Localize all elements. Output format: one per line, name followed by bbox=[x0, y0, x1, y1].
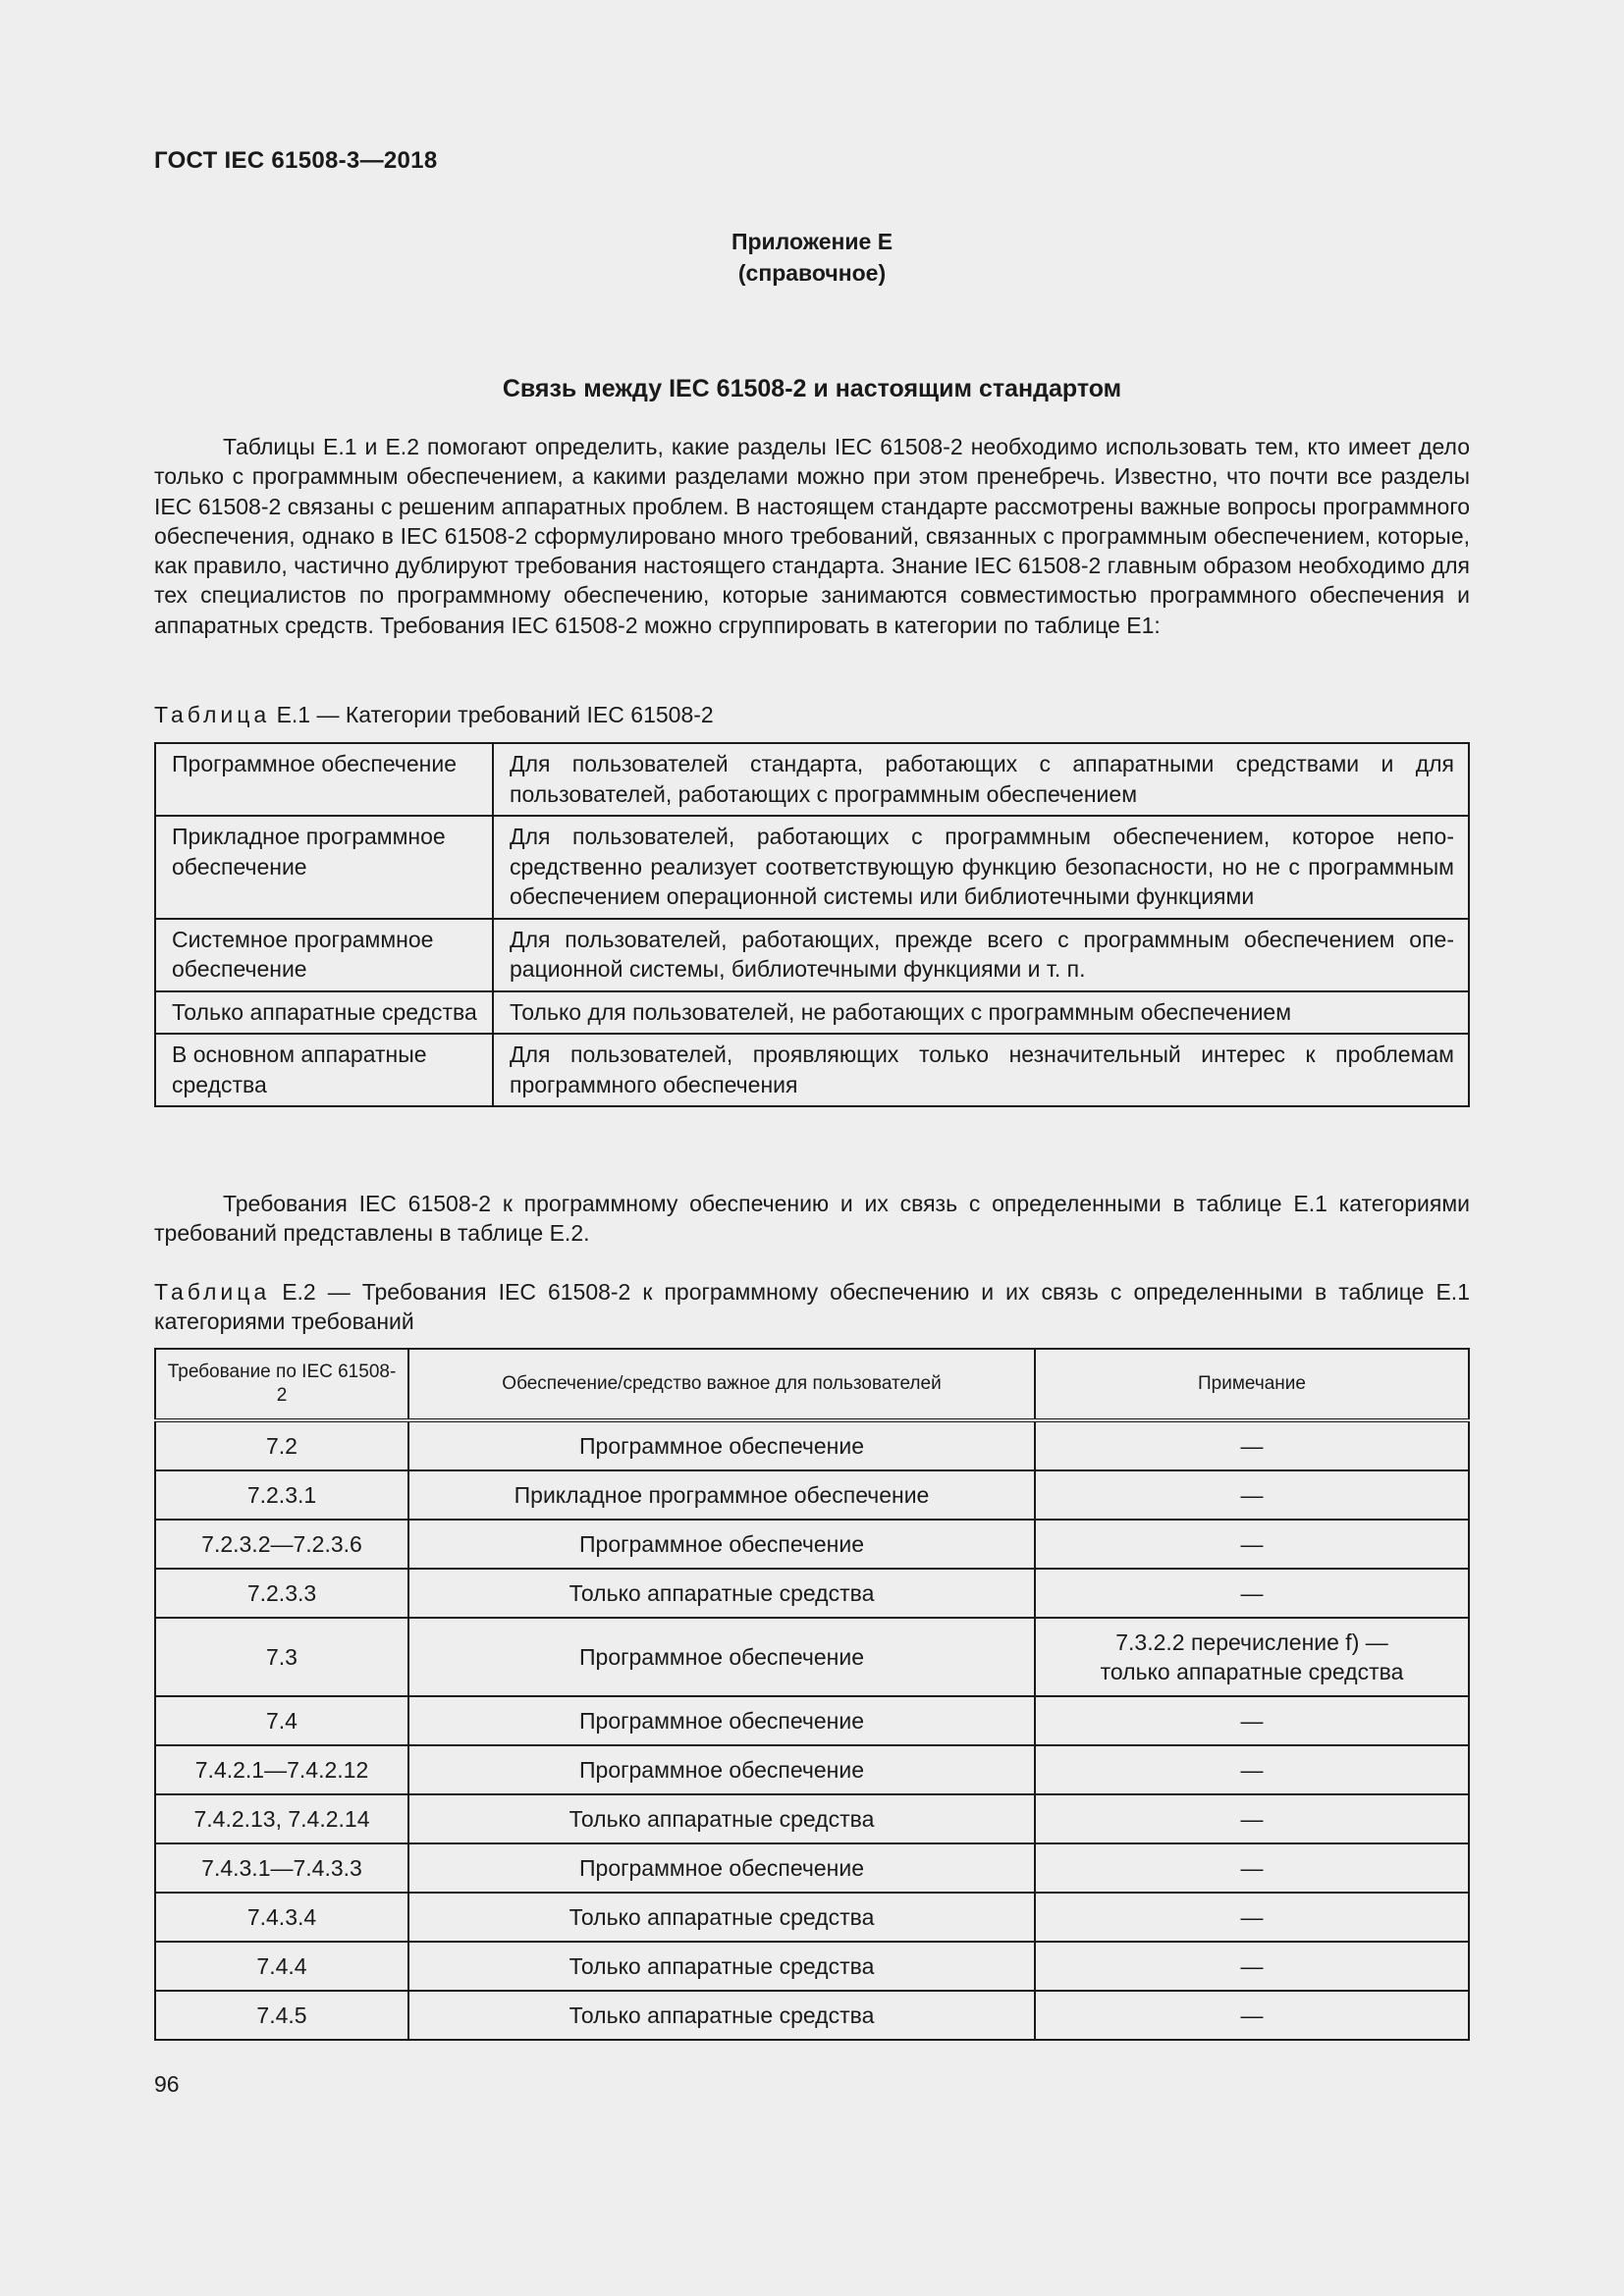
column-header-requirement: Требование по IEC 61508-2 bbox=[155, 1349, 408, 1420]
requirement-cell: 7.4.2.1—7.4.2.12 bbox=[155, 1745, 408, 1794]
note-cell: — bbox=[1035, 1843, 1469, 1893]
table-row bbox=[155, 1420, 1469, 1470]
note-cell: — bbox=[1035, 1696, 1469, 1745]
category-cell: Прикладное программное обеспечение bbox=[408, 1470, 1035, 1520]
category-cell: Только аппаратные средства bbox=[155, 991, 493, 1035]
note-line: 7.3.2.2 перечисление f) — bbox=[1115, 1629, 1388, 1655]
category-cell: Программное обеспечение bbox=[408, 1843, 1035, 1893]
table-row bbox=[155, 1893, 1469, 1942]
intro-paragraph: Таблицы E.1 и E.2 помогают определить, какие разделы IEC 61508-2 необходимо использовать тем, кто имеет дело только с программным обеспечением, а какими разделами можно при этом пренебречь. Известно, что почти все разделы IEC 61508-2 связаны с решеним аппаратных проблем. В настоящем стандарте рассмотрены важные вопросы программного обеспечения, однако в IEC 61508-2 сформулировано много требований, связанных с программным обеспечением, которые, как правило, частично дублируют требования настоящего стандарта. Знание IEC 61508-2 главным образом необходимо для тех специалистов по программному обеспечению, которые занимаются совместимостью программного обеспечения и аппаратных средств. Требования IEC 61508-2 можно сгруппировать в категории по таблице E1: bbox=[154, 434, 1470, 638]
page-number: 96 bbox=[154, 2071, 180, 2097]
table-row bbox=[155, 991, 1469, 1035]
requirement-cell: 7.4.3.1—7.4.3.3 bbox=[155, 1843, 408, 1893]
note-cell: — bbox=[1035, 1942, 1469, 1991]
table-row bbox=[155, 1520, 1469, 1569]
table-row bbox=[155, 1991, 1469, 2040]
category-cell: Только аппаратные средства bbox=[408, 1991, 1035, 2040]
table-row bbox=[155, 1843, 1469, 1893]
note-cell: — bbox=[1035, 1520, 1469, 1569]
requirement-cell: 7.3 bbox=[155, 1618, 408, 1696]
table-row bbox=[155, 1569, 1469, 1618]
table1-caption bbox=[154, 700, 1470, 729]
document-code-header: ГОСТ IEC 61508-3—2018 bbox=[154, 147, 438, 174]
table-row bbox=[155, 1618, 1469, 1696]
category-cell: Программное обеспечение bbox=[408, 1520, 1035, 1569]
middle-paragraph: Требования IEC 61508-2 к программному обеспечению и их связь с определенными в таблице E.1 категориями требований представлены в таблице E.2. bbox=[154, 1191, 1470, 1247]
description-cell: Для пользователей стандарта, работающих с аппаратными средствами и для пользователей, работающих с программным обеспечением bbox=[493, 743, 1469, 816]
note-cell: — bbox=[1035, 1794, 1469, 1843]
requirement-cell: 7.2.3.1 bbox=[155, 1470, 408, 1520]
column-header-category: Обеспечение/средство важное для пользователей bbox=[408, 1349, 1035, 1420]
table-row bbox=[155, 816, 1469, 919]
category-cell: Программное обеспечение bbox=[408, 1618, 1035, 1696]
category-cell: Только аппаратные средства bbox=[408, 1942, 1035, 1991]
table2-caption bbox=[154, 1277, 1470, 1336]
note-cell: — bbox=[1035, 1893, 1469, 1942]
table-e1 bbox=[154, 742, 1470, 1107]
category-cell: Программное обеспечение bbox=[408, 1745, 1035, 1794]
table-row bbox=[155, 1745, 1469, 1794]
table-row bbox=[155, 743, 1469, 816]
requirement-cell: 7.2 bbox=[155, 1420, 408, 1470]
note-cell: — bbox=[1035, 1569, 1469, 1618]
requirement-cell: 7.4.3.4 bbox=[155, 1893, 408, 1942]
category-cell: Только аппаратные средства bbox=[408, 1794, 1035, 1843]
column-header-note: Примечание bbox=[1035, 1349, 1469, 1420]
note-line: только аппаратные средства bbox=[1100, 1659, 1404, 1684]
category-cell: Только аппаратные средства bbox=[408, 1569, 1035, 1618]
table-row bbox=[155, 919, 1469, 991]
table-row bbox=[155, 1470, 1469, 1520]
category-cell: Программное обеспечение bbox=[155, 743, 493, 816]
table-row bbox=[155, 1794, 1469, 1843]
table-row bbox=[155, 1034, 1469, 1106]
table-header-row bbox=[155, 1349, 1469, 1420]
table1-caption-text: E.1 — Категории требований IEC 61508-2 bbox=[270, 702, 714, 727]
note-cell: — bbox=[1035, 1470, 1469, 1520]
category-cell: Только аппаратные средства bbox=[408, 1893, 1035, 1942]
section-title: Связь между IEC 61508-2 и настоящим стандартом bbox=[502, 375, 1122, 402]
requirement-cell: 7.4 bbox=[155, 1696, 408, 1745]
table-row bbox=[155, 1696, 1469, 1745]
requirement-cell: 7.4.4 bbox=[155, 1942, 408, 1991]
category-cell: Системное программное обеспечение bbox=[155, 919, 493, 991]
category-cell: Программное обеспечение bbox=[408, 1696, 1035, 1745]
description-cell: Для пользователей, работающих с программным обеспечением, которое непосредственно реализует соответствующую функцию безопасности, но не с программным обеспечением операционной системы или библиотечными функциями bbox=[493, 816, 1469, 919]
category-cell: Программное обеспечение bbox=[408, 1420, 1035, 1470]
table-e2 bbox=[154, 1348, 1470, 2041]
annex-heading bbox=[154, 226, 1470, 289]
annex-subtitle: (справочное) bbox=[737, 260, 887, 286]
description-cell: Для пользователей, проявляющих только незначительный интерес к проблемам программного обеспечения bbox=[493, 1034, 1469, 1106]
note-cell: — bbox=[1035, 1420, 1469, 1470]
category-cell: В основном аппаратные средства bbox=[155, 1034, 493, 1106]
description-cell: Только для пользователей, не работающих с программным обеспечением bbox=[493, 991, 1469, 1035]
note-cell: — bbox=[1035, 1745, 1469, 1794]
annex-title: Приложение E bbox=[731, 229, 893, 254]
requirement-cell: 7.4.5 bbox=[155, 1991, 408, 2040]
table2-caption-text: E.2 — Требования IEC 61508-2 к программному обеспечению и их связь с определенными в таблице E.1 категориями требований bbox=[154, 1279, 1470, 1334]
category-cell: Прикладное программное обеспечение bbox=[155, 816, 493, 919]
requirement-cell: 7.2.3.3 bbox=[155, 1569, 408, 1618]
table1-caption-word: Таблица bbox=[154, 702, 271, 727]
note-cell bbox=[1035, 1618, 1469, 1696]
table-row bbox=[155, 1942, 1469, 1991]
requirement-cell: 7.4.2.13, 7.4.2.14 bbox=[155, 1794, 408, 1843]
table2-caption-word: Таблица bbox=[154, 1279, 271, 1305]
note-cell: — bbox=[1035, 1991, 1469, 2040]
description-cell: Для пользователей, работающих, прежде всего с программным обеспечением операционной системы, библиотечными функциями и т. п. bbox=[493, 919, 1469, 991]
requirement-cell: 7.2.3.2—7.2.3.6 bbox=[155, 1520, 408, 1569]
